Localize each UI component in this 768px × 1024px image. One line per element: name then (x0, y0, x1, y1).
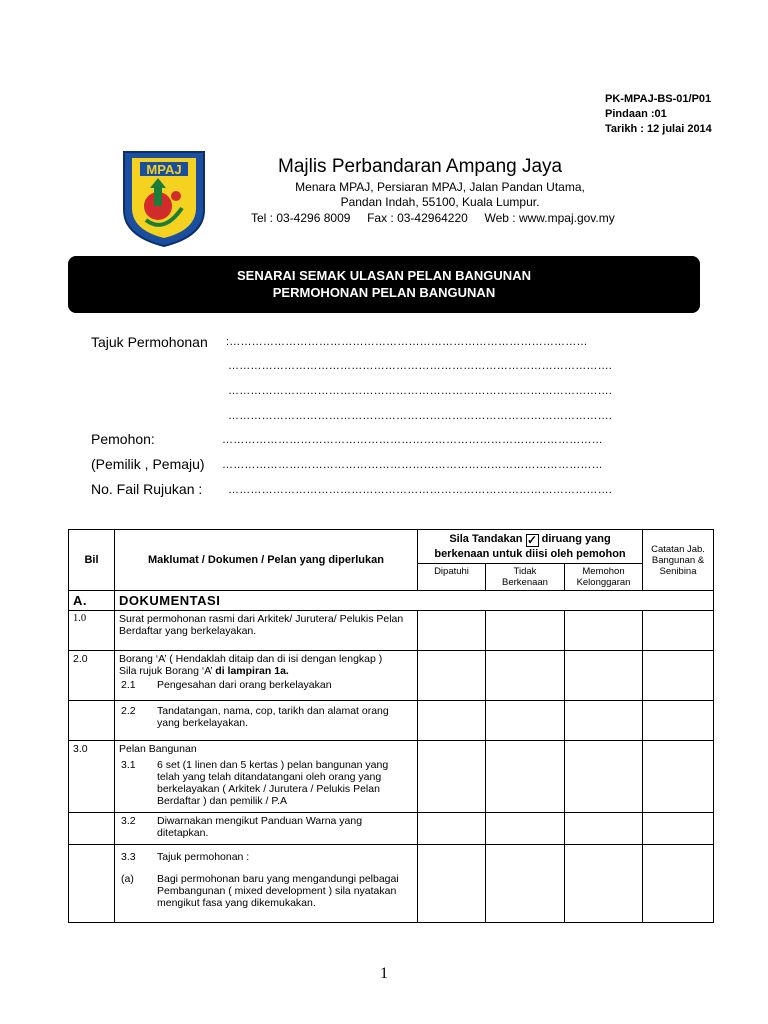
row-bil-3-2 (69, 813, 115, 845)
row-3-title: Pelan Bangunan (119, 743, 197, 755)
cell-memohon-3[interactable] (565, 741, 643, 813)
header-sila-tandakan (418, 530, 643, 564)
row-3-1-text: 6 set (1 linen dan 5 kertas ) pelan bangunan yang telah yang telah ditandatangani oleh orang yang berkelayakan ( Arkitek / Jurutera / Pelukis Pelan Berdaftar ) dan pemilik / P.A (157, 759, 389, 807)
row-text-3-2 (115, 813, 418, 845)
row-bil-3-3 (69, 845, 115, 923)
table-row (69, 813, 714, 845)
header-row (69, 530, 714, 564)
cell-dipatuhi-3[interactable] (418, 741, 486, 813)
cell-catatan-3-2[interactable] (643, 813, 714, 845)
row-bil-2: 2.0 (69, 651, 115, 701)
cell-tidak-berkenaan-1[interactable] (486, 611, 565, 651)
org-address-line-2: Pandan Indah, 55100, Kuala Lumpur. (340, 195, 540, 209)
tajuk-permohonan-field-2[interactable]: …………………………………………………………………………………………. (228, 360, 613, 372)
row-text-3 (115, 741, 418, 813)
section-a-row (69, 591, 714, 611)
cell-dipatuhi-3-2[interactable] (418, 813, 486, 845)
cell-catatan-2-2[interactable] (643, 701, 714, 741)
org-address (240, 180, 640, 210)
cell-catatan-3[interactable] (643, 741, 714, 813)
cell-dipatuhi-2[interactable] (418, 651, 486, 701)
header-sila-text-3: berkenaan untuk diisi oleh pemohon (434, 548, 626, 560)
cell-memohon-3-3[interactable] (565, 845, 643, 923)
header-bil: Bil (69, 530, 115, 591)
no-fail-rujukan-label: No. Fail Rujukan : (91, 481, 203, 497)
cell-tidak-berkenaan-3-3[interactable] (486, 845, 565, 923)
pemilik-pemaju-label: (Pemilik , Pemaju) (91, 456, 205, 472)
doc-revision: Pindaan :01 (605, 108, 667, 120)
row-bil-2-2 (69, 701, 115, 741)
org-contact: Tel : 03-4296 8009 Fax : 03-42964220 Web : www.mpaj.gov.my (251, 211, 615, 225)
table-row (69, 701, 714, 741)
cell-dipatuhi-2-2[interactable] (418, 701, 486, 741)
section-a-title: DOKUMENTASI (115, 591, 714, 611)
cell-memohon-2-2[interactable] (565, 701, 643, 741)
banner-title-line-1: SENARAI SEMAK ULASAN PELAN BANGUNAN (237, 268, 531, 283)
checkbox-icon: ✓ (527, 533, 538, 547)
row-3-3-number: 3.3 (121, 851, 136, 863)
cell-memohon-3-2[interactable] (565, 813, 643, 845)
pemohon-field[interactable]: ………………………………………………………………………………………… (222, 434, 603, 446)
row-text-1: Surat permohonan rasmi dari Arkitek/ Jurutera/ Pelukis Pelan Berdaftar yang berkelayakan. (115, 611, 418, 651)
cell-dipatuhi-1[interactable] (418, 611, 486, 651)
tajuk-permohonan-field-4[interactable]: …………………………………………………………………………………………. (228, 410, 613, 422)
no-fail-rujukan-field[interactable]: …………………………………………………………………………………………. (228, 484, 613, 496)
row-3-3a-number: (a) (121, 873, 134, 885)
doc-date: Tarikh : 12 julai 2014 (605, 123, 712, 135)
row-3-3-text: Tajuk permohonan : (157, 851, 250, 863)
row-3-3a-text: Bagi permohonan baru yang mengandungi pelbagai Pembangunan ( mixed development ) sila nyatakan mengikut fasa yang dikemukakan. (157, 873, 399, 909)
header-dipatuhi: Dipatuhi (418, 564, 486, 591)
pemohon-label: Pemohon: (91, 431, 155, 447)
row-2-1-number: 2.1 (121, 679, 136, 691)
header-sila-text-1: Sila Tandakan (449, 533, 523, 545)
svg-text:MPAJ: MPAJ (146, 162, 182, 177)
cell-tidak-berkenaan-3[interactable] (486, 741, 565, 813)
header-tidak-berkenaan: Tidak Berkenaan (486, 564, 565, 591)
cell-dipatuhi-3-3[interactable] (418, 845, 486, 923)
checklist-table (68, 529, 714, 923)
tajuk-permohonan-field-1[interactable]: :…………………………………………………………………………………… (226, 336, 588, 348)
mpaj-logo (118, 148, 210, 248)
section-a-label: A. (69, 591, 115, 611)
cell-tidak-berkenaan-2[interactable] (486, 651, 565, 701)
row-3-1-number: 3.1 (121, 759, 136, 771)
row-3-2-number: 3.2 (121, 815, 136, 827)
row-2-2-number: 2.2 (121, 705, 136, 717)
cell-memohon-1[interactable] (565, 611, 643, 651)
org-address-line-1: Menara MPAJ, Persiaran MPAJ, Jalan Pandan Utama, (295, 180, 585, 194)
row-3-2-text: Diwarnakan mengikut Panduan Warna yang ditetapkan. (157, 815, 363, 839)
tajuk-permohonan-label: Tajuk Permohonan (91, 334, 208, 350)
row-2-1-text: Pengesahan dari orang berkelayakan (157, 679, 332, 691)
row-bil-3: 3.0 (69, 741, 115, 813)
header-maklumat: Maklumat / Dokumen / Pelan yang diperlukan (115, 530, 418, 591)
header-catatan: Catatan Jab. Bangunan & Senibina (643, 530, 714, 591)
table-row (69, 741, 714, 813)
header-sila-text-2: diruang yang (541, 533, 611, 545)
page-number: 1 (380, 965, 388, 982)
row-text-3-3 (115, 845, 418, 923)
document-reference (605, 92, 712, 137)
cell-tidak-berkenaan-3-2[interactable] (486, 813, 565, 845)
org-name: Majlis Perbandaran Ampang Jaya (278, 156, 563, 177)
cell-tidak-berkenaan-2-2[interactable] (486, 701, 565, 741)
table-row (69, 651, 714, 701)
cell-catatan-3-3[interactable] (643, 845, 714, 923)
table-row (69, 845, 714, 923)
pemilik-pemaju-field[interactable]: ………………………………………………………………………………………… (222, 459, 603, 471)
row-2-2-text: Tandatangan, nama, cop, tarikh dan alamat orang yang berkelayakan. (157, 705, 389, 729)
row-text-2 (115, 651, 418, 701)
doc-code: PK-MPAJ-BS-01/P01 (605, 93, 712, 105)
row-bil-1: 1.0 (69, 611, 115, 651)
cell-catatan-1[interactable] (643, 611, 714, 651)
banner-title-line-2: PERMOHONAN PELAN BANGUNAN (272, 285, 496, 300)
table-row (69, 611, 714, 651)
title-banner (68, 256, 700, 313)
tajuk-permohonan-field-3[interactable]: …………………………………………………………………………………………. (228, 385, 613, 397)
cell-catatan-2[interactable] (643, 651, 714, 701)
header-memohon-kelonggaran: Memohon Kelonggaran (565, 564, 643, 591)
row-2-line-2b: di lampiran 1a. (215, 665, 289, 677)
cell-memohon-2[interactable] (565, 651, 643, 701)
row-2-line-1: Borang ‘A’ ( Hendaklah ditaip dan di isi dengan lengkap ) (119, 653, 383, 665)
row-text-2-2 (115, 701, 418, 741)
row-2-line-2a: Sila rujuk Borang ‘A’ (119, 665, 216, 677)
